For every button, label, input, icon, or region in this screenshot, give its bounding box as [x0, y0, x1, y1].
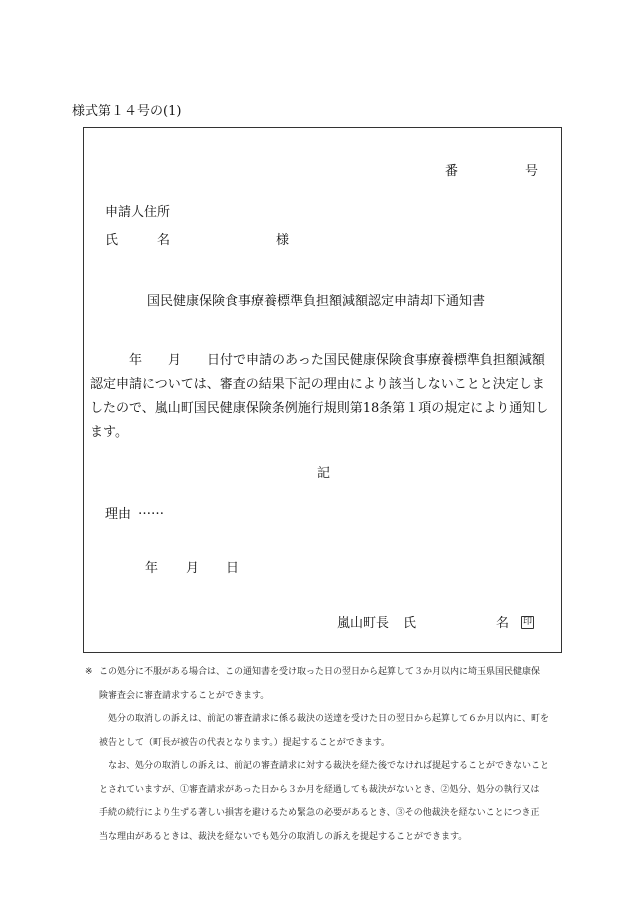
document-title: 国民健康保険食事療養標準負担額減額認定申請却下通知書 — [147, 294, 486, 309]
note-text: この処分に不服がある場合は、この通知書を受け取った日の翌日から起算して３か月以内に埼玉県国民健康保 — [99, 667, 541, 677]
ki-heading: 記 — [317, 466, 331, 481]
reason-value: …… — [138, 503, 164, 518]
note-line: 険審査会に審査請求することができます。 — [99, 690, 270, 701]
notice-body — [90, 349, 550, 445]
seal-mark: 印 — [522, 617, 532, 627]
issuer-name-label-mei: 名 — [496, 616, 510, 631]
number-label-go: 号 — [525, 164, 539, 179]
date-day: 日 — [226, 561, 240, 576]
body-line: 年 月 日付で申請のあった国民健康保険食事療養標準負担額減額 — [90, 353, 545, 368]
note-line: なお、処分の取消しの訴えは、前記の審査請求に対する裁決を経た後でなければ提起することができないこと — [99, 761, 550, 771]
note-line: 処分の取消しの訴えは、前記の審査請求に係る裁決の送達を受けた日の翌日から起算して６か月以内に、町を — [99, 714, 550, 724]
applicant-name-label-mei: 名 — [157, 233, 171, 248]
applicant-name-label-shi: 氏 — [105, 233, 119, 248]
honorific-sama: 様 — [276, 233, 290, 248]
issuer-name-label-shi: 氏 — [403, 616, 417, 631]
issuer-title: 嵐山町長 — [337, 616, 390, 631]
form-number: 様式第１４号の(1) — [72, 104, 182, 119]
reason-label: 理由 — [105, 507, 132, 522]
note-line: とされていますが、①審査請求があった日から３か月を経過しても裁決がないとき、②処分、処分の執行又は — [99, 784, 540, 795]
note-line — [85, 661, 565, 685]
date-month: 月 — [186, 561, 200, 576]
date-year: 年 — [145, 561, 159, 576]
note-line: 当な理由があるときは、裁決を経ないでも処分の取消しの訴えを提起することができます。 — [99, 831, 468, 842]
note-mark: ※ — [85, 667, 93, 677]
applicant-address-label: 申請人住所 — [105, 205, 171, 220]
note-line: 手続の続行により生ずる著しい損害を避けるため緊急の必要があるとき、③その他裁決を経ないことにつき正 — [99, 808, 540, 818]
body-line: したので、嵐山町国民健康保険条例施行規則第18条第１項の規定により通知し — [90, 401, 549, 416]
number-label-ban: 番 — [445, 164, 459, 179]
note-line: 被告として（町長が被告の代表となります。）提起することができます。 — [99, 737, 391, 748]
footnote — [85, 661, 565, 849]
seal-icon — [521, 612, 534, 631]
body-line: ます。 — [90, 425, 128, 440]
body-line: 認定申請については、審査の結果下記の理由により該当しないことと決定しま — [90, 377, 545, 392]
